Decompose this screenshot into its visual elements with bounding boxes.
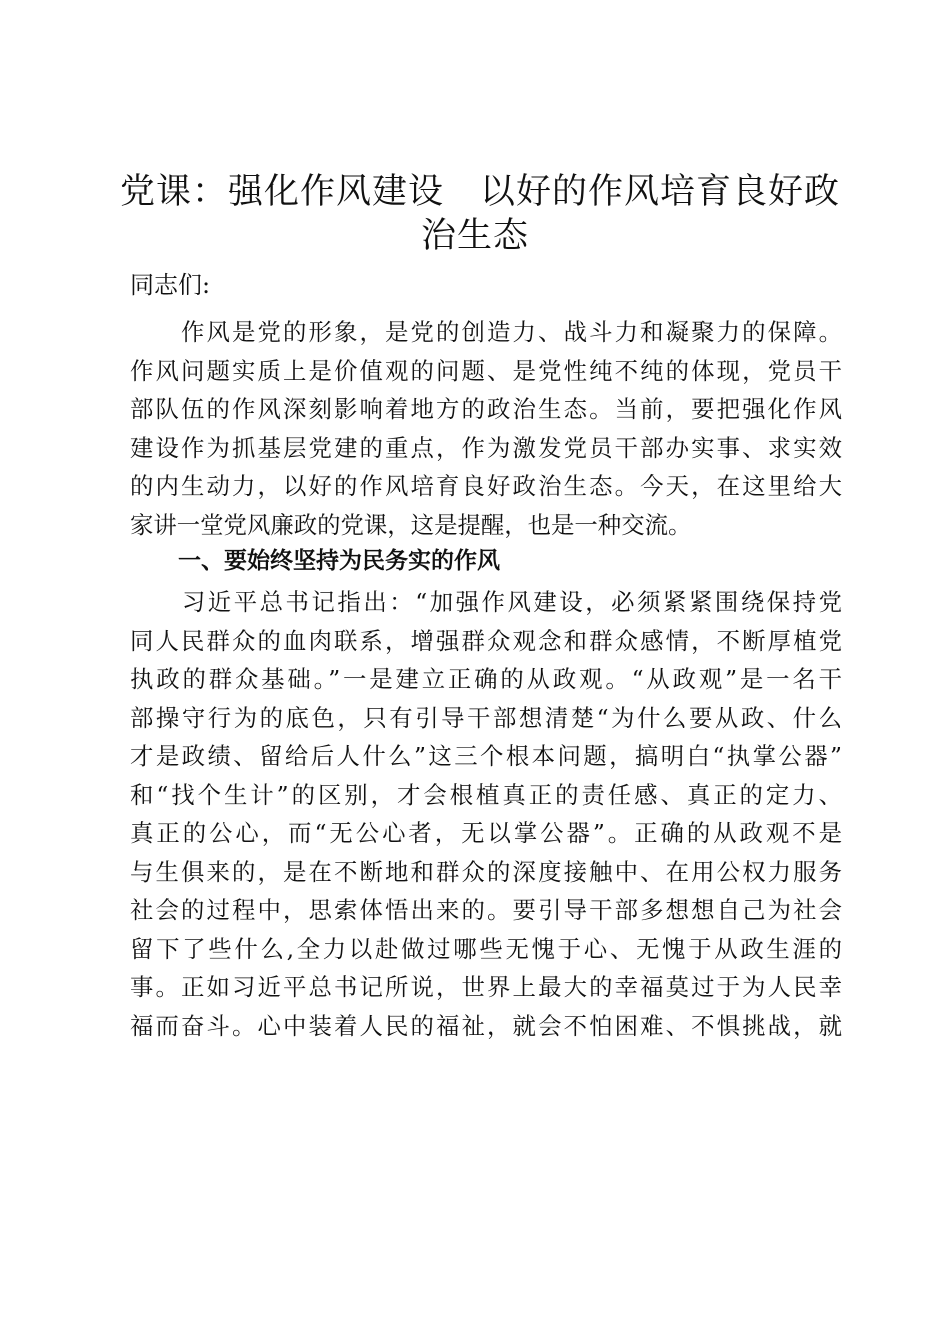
document-title: [120, 170, 841, 258]
title-line-1: 党课：强化作风建设 以好的作风培育良好政: [120, 172, 841, 212]
text-line: 部操守行为的底色，只有引导干部想清楚“为什么要从政、什么: [130, 703, 842, 732]
text-line: 才是政绩、留给后人什么”这三个根本问题，搞明白“执掌公器”: [130, 742, 842, 770]
text-line: 同人民群众的血肉联系，增强群众观念和群众感情，不断厚植党: [130, 626, 842, 655]
text-line: 社会的过程中，思索体悟出来的。要引导干部多想想自己为社会: [130, 896, 842, 924]
text-line: 家讲一堂党风廉政的党课，这是提醒，也是一种交流。: [130, 510, 692, 539]
text-line: 留下了些什么,全力以赴做过哪些无愧于心、无愧于从政生涯的: [130, 934, 842, 963]
text-line: 和“找个生计”的区别，才会根植真正的责任感、真正的定力、: [130, 780, 842, 809]
text-line: 的内生动力，以好的作风培育良好政治生态。今天，在这里给大: [130, 472, 842, 500]
text-line: 与生俱来的，是在不断地和群众的深度接触中、在用公权力服务: [130, 857, 842, 886]
text-line: 作风是党的形象，是党的创造力、战斗力和凝聚力的保障。: [130, 318, 842, 346]
text-line: 福而奋斗。心中装着人民的福祉，就会不怕困难、不惧挑战，就: [130, 1011, 842, 1040]
text-line: 习近平总书记指出：“加强作风建设，必须紧紧围绕保持党: [130, 588, 842, 616]
salutation: 同志们:: [130, 271, 211, 299]
paragraph-section-1: [130, 583, 842, 1045]
text-line: 事。正如习近平总书记所说，世界上最大的幸福莫过于为人民幸: [130, 973, 842, 1001]
text-line: 部队伍的作风深刻影响着地方的政治生态。当前，要把强化作风: [130, 395, 842, 423]
text-line: 真正的公心，而“无公心者，无以掌公器”。正确的从政观不是: [130, 819, 842, 847]
paragraph-intro: [130, 313, 842, 544]
text-line: 作风问题实质上是价值观的问题、是党性纯不纯的体现，党员干: [130, 356, 842, 385]
text-line: 执政的群众基础。”一是建立正确的从政观。“从政观”是一名干: [130, 665, 842, 693]
section-heading: 一、要始终坚持为民务实的作风: [178, 548, 500, 574]
text-line: 建设作为抓基层党建的重点，作为激发党员干部办实事、求实效: [130, 433, 842, 462]
title-line-2: 治生态: [420, 216, 529, 256]
